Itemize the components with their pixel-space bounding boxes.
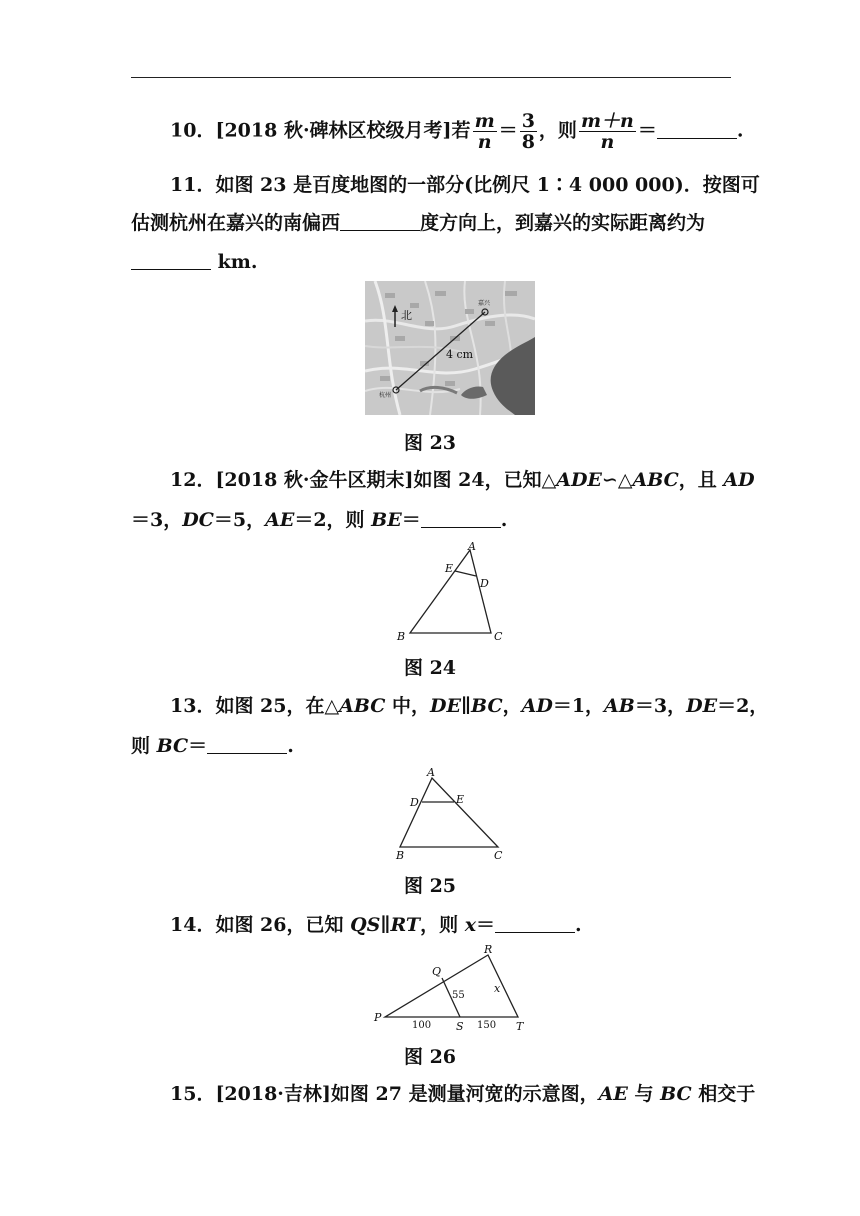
figure-26-caption: 图 26 (403, 1046, 457, 1068)
vertex-label-d: D (410, 796, 419, 809)
vertex-label-e: E (445, 562, 454, 575)
figure-24-triangle (390, 538, 520, 646)
answer-blank (657, 118, 737, 139)
q11-line-3: km. (131, 247, 731, 277)
answer-blank (421, 507, 501, 528)
q10-prefix: 若 (451, 119, 471, 142)
segment-label-qs: 55 (452, 990, 465, 1001)
segment-label-ps: 100 (412, 1020, 432, 1031)
header-rule (131, 77, 731, 78)
baidu-map-figure (365, 281, 535, 415)
figure-25-caption: 图 25 (403, 875, 457, 897)
q13-line-1: 13．如图 25，在△ABC 中，DE∥BC，AD＝1，AB＝3，DE＝2， (170, 695, 769, 717)
q12-line-2: ＝3，DC＝5，AE＝2，则 BE＝ . (131, 509, 508, 531)
map-distance-label: 4 cm (446, 348, 474, 361)
q10-fraction-3-over-8: $\frac{3}{8}$ (521, 110, 535, 153)
vertex-label-r: R (484, 943, 493, 956)
answer-blank (131, 249, 211, 270)
q10-fraction-m-over-n: $\frac{m}{n}$ (474, 110, 495, 153)
q11-line-1: 11．如图 23 是百度地图的一部分(比例尺 1∶4 000 000)．按图可 (170, 174, 760, 196)
vertex-label-e: E (456, 793, 465, 806)
segment-label-x: x (494, 982, 501, 995)
q15-line-1: 15．[2018·吉林]如图 27 是测量河宽的示意图，AE 与 BC 相交于 (170, 1083, 756, 1105)
map-city-jiaxing: 嘉兴 (478, 300, 491, 307)
q11-line-2: 估测杭州在嘉兴的南偏西 度方向上，到嘉兴的实际距离约为 (131, 212, 706, 234)
vertex-label-b: B (397, 630, 406, 643)
q10-number: 10． (170, 119, 216, 142)
vertex-label-c: C (494, 630, 503, 643)
vertex-label-b: B (396, 849, 405, 862)
vertex-label-a: A (468, 540, 476, 553)
q12-line-1: 12．[2018 秋·金牛区期末]如图 24，已知△ADE∽△ABC，且 AD (170, 469, 755, 491)
q13-line-2: 则 BC＝ . (131, 735, 294, 757)
vertex-label-d: D (480, 577, 489, 590)
vertex-label-a: A (427, 766, 435, 779)
figure-25-triangle (390, 764, 515, 862)
vertex-label-p: P (374, 1011, 382, 1024)
map-north-label: 北 (401, 309, 412, 322)
q10-source: [2018 秋·碑林区校级月考] (215, 119, 452, 142)
q10-fraction-sum: $\frac{m+n}{n}$ (580, 110, 634, 153)
answer-blank (340, 210, 420, 231)
question-10: 10．[2018 秋·碑林区校级月考]若 $\frac{m}{n}$ ＝ $\frac{3}{8}$ ，则 $\frac{m+n}{n}$ ＝ . (170, 110, 744, 153)
vertex-label-t: T (516, 1020, 524, 1033)
vertex-label-s: S (456, 1020, 464, 1033)
figure-23-caption: 图 23 (403, 432, 457, 454)
figure-24-caption: 图 24 (403, 657, 457, 679)
segment-label-st: 150 (477, 1020, 497, 1031)
figure-26-triangle (370, 942, 530, 1034)
vertex-label-c: C (494, 849, 503, 862)
q14-line-1: 14．如图 26，已知 QS∥RT，则 x＝ . (170, 914, 582, 936)
answer-blank (207, 733, 287, 754)
map-city-hangzhou: 杭州 (379, 392, 392, 399)
vertex-label-q: Q (432, 965, 442, 978)
answer-blank (495, 912, 575, 933)
